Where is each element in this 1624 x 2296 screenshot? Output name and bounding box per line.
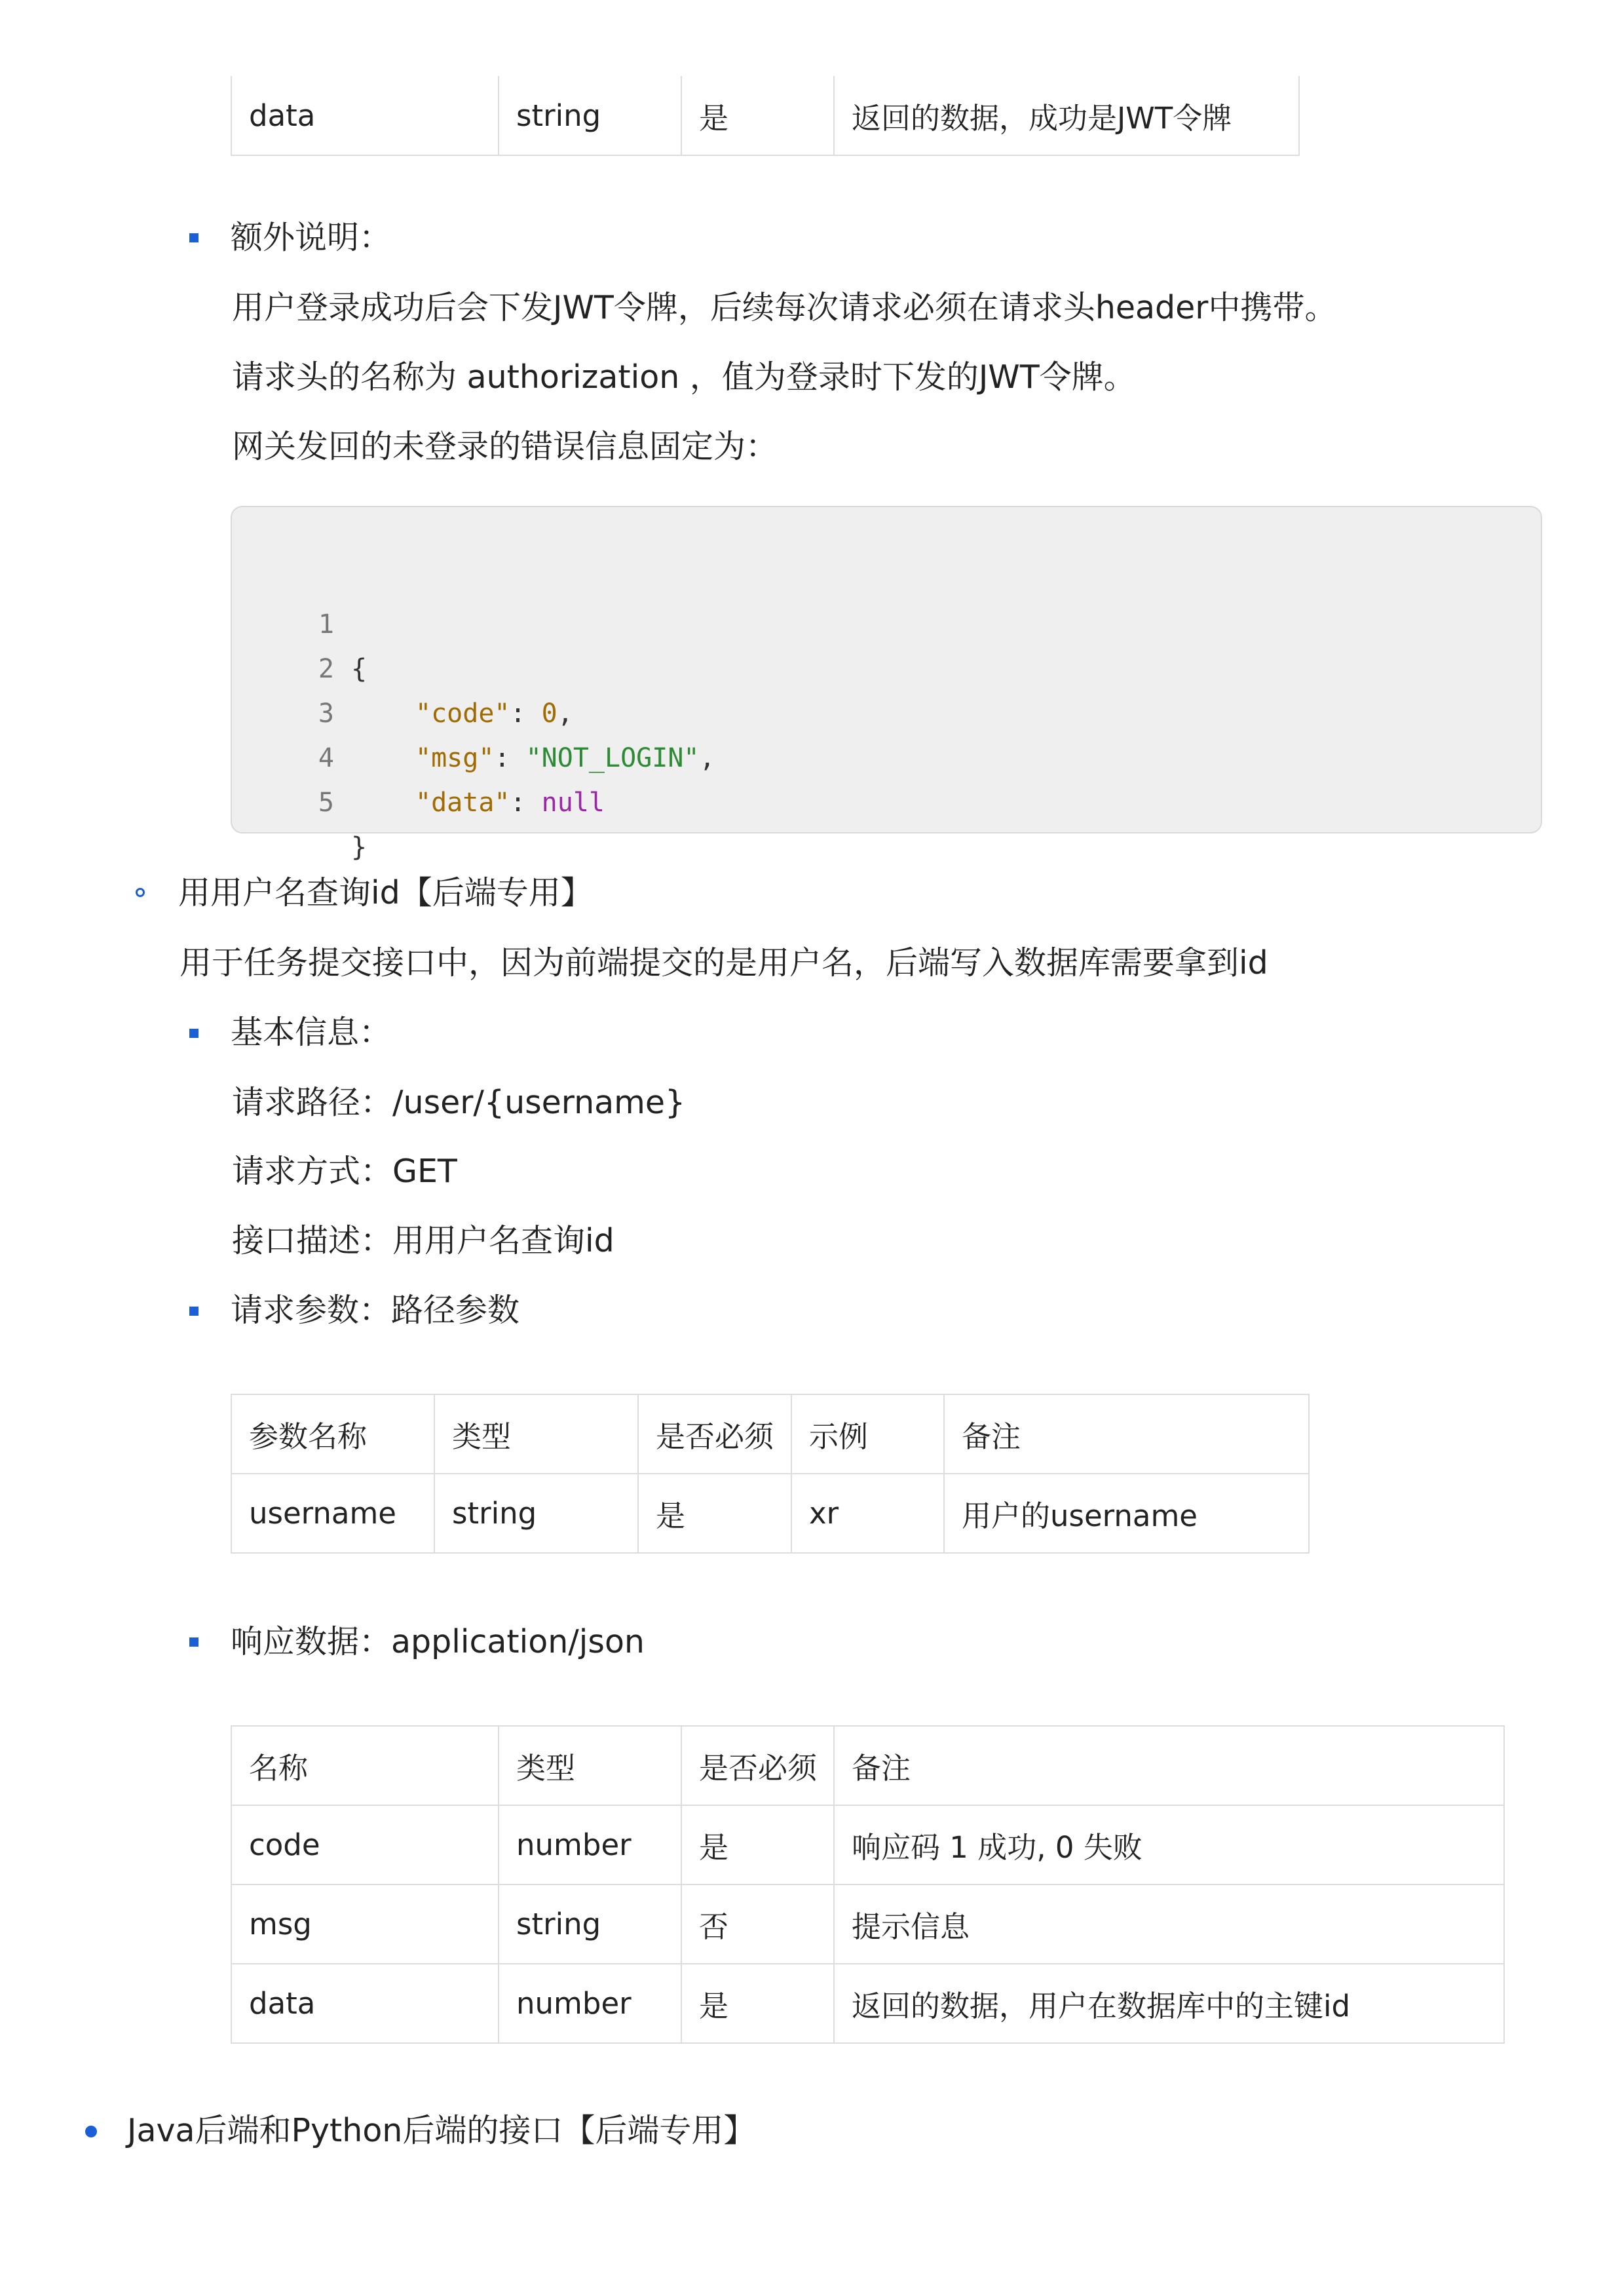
- code-text: "code": 0,: [415, 698, 573, 729]
- table-header-cell: 类型: [434, 1394, 638, 1474]
- table-cell: 否: [681, 1885, 834, 1964]
- table-cell: 提示信息: [834, 1885, 1504, 1964]
- table-row: [231, 1885, 1504, 1964]
- table-cell: 用户的username: [944, 1474, 1309, 1553]
- params-heading: 请求参数：路径参数: [231, 1292, 520, 1329]
- next-section-title: Java后端和Python后端的接口【后端专用】: [127, 2112, 756, 2149]
- table-cell: 是: [681, 76, 834, 155]
- table-cell: string: [434, 1474, 638, 1553]
- table-cell: 是: [681, 1964, 834, 2043]
- response-table: [231, 1725, 1505, 2044]
- table-header-cell: 名称: [231, 1726, 499, 1805]
- square-bullet-icon: [189, 1637, 198, 1647]
- table-cell: 响应码 1 成功, 0 失败: [834, 1805, 1504, 1885]
- table-cell: string: [499, 1885, 681, 1964]
- table-cell: code: [231, 1805, 499, 1885]
- table-cell: xr: [791, 1474, 944, 1553]
- line-number: 3: [318, 698, 334, 729]
- code-block: [231, 506, 1542, 862]
- response-heading: 响应数据：application/json: [231, 1623, 645, 1660]
- code-line-2: [232, 602, 573, 729]
- table-header-cell: 示例: [791, 1394, 944, 1474]
- request-path: 请求路径：/user/{username}: [232, 1084, 686, 1121]
- code-line-1: [232, 558, 368, 684]
- line-number: 2: [318, 654, 334, 684]
- table-cell: 返回的数据，用户在数据库中的主键id: [834, 1964, 1504, 2043]
- table-cell: data: [231, 1964, 499, 2043]
- request-method: 请求方式：GET: [232, 1153, 457, 1190]
- table-header-cell: 类型: [499, 1726, 681, 1805]
- square-bullet-icon: [189, 1029, 198, 1038]
- top-table-fragment: [231, 76, 1300, 156]
- basic-heading: 基本信息：: [231, 1014, 392, 1051]
- interface-description: 接口描述：用用户名查询id: [232, 1222, 614, 1259]
- extra-line-3: 网关发回的未登录的错误信息固定为：: [232, 428, 778, 465]
- table-cell: msg: [231, 1885, 499, 1964]
- table-header-row: [231, 1394, 1309, 1474]
- code-text: "msg": "NOT_LOGIN",: [415, 743, 715, 773]
- table-cell: string: [499, 76, 681, 155]
- code-text: {: [351, 654, 368, 684]
- table-header-row: [231, 1726, 1504, 1805]
- line-number: 1: [318, 609, 334, 640]
- section-title: 用用户名查询id【后端专用】: [178, 874, 593, 911]
- table-header-cell: 是否必须: [681, 1726, 834, 1805]
- table-cell: 返回的数据，成功是JWT令牌: [834, 76, 1299, 155]
- table-header-cell: 备注: [834, 1726, 1504, 1805]
- line-number: 4: [318, 743, 334, 773]
- extra-heading: 额外说明：: [231, 219, 392, 256]
- code-text: }: [351, 832, 368, 862]
- table-row: [231, 1964, 1504, 2043]
- table-cell: number: [499, 1805, 681, 1885]
- dot-bullet-icon: [85, 2126, 97, 2137]
- extra-line-1: 用户登录成功后会下发JWT令牌，后续每次请求必须在请求头header中携带。: [232, 289, 1337, 326]
- extra-line-2: 请求头的名称为 authorization ，值为登录时下发的JWT令牌。: [232, 358, 1136, 396]
- table-cell: 是: [681, 1805, 834, 1885]
- code-text: "data": null: [415, 788, 605, 818]
- table-cell: username: [231, 1474, 434, 1553]
- table-cell: number: [499, 1964, 681, 2043]
- table-header-cell: 是否必须: [638, 1394, 791, 1474]
- circle-bullet-icon: [136, 888, 145, 897]
- table-row: [231, 1474, 1309, 1553]
- table-row: [231, 1805, 1504, 1885]
- table-header-cell: 备注: [944, 1394, 1309, 1474]
- table-header-cell: 参数名称: [231, 1394, 434, 1474]
- code-line-5: [232, 736, 368, 862]
- table-row: [231, 76, 1299, 155]
- table-cell: 是: [638, 1474, 791, 1553]
- table-cell: data: [231, 76, 499, 155]
- line-number: 5: [318, 788, 334, 818]
- params-table: [231, 1394, 1310, 1554]
- section-desc: 用于任务提交接口中，因为前端提交的是用户名，后端写入数据库需要拿到id: [179, 944, 1268, 982]
- square-bullet-icon: [189, 1307, 198, 1316]
- square-bullet-icon: [189, 233, 198, 242]
